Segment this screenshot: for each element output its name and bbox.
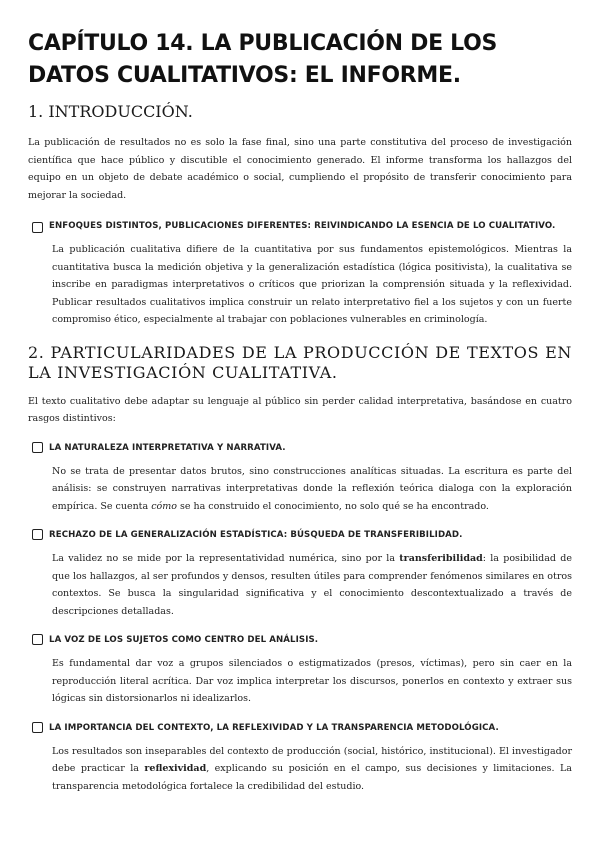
item-transferibilidad — [32, 527, 572, 544]
chapter-title: CAPÍTULO 14. LA PUBLICACIÓN DE LOS DATOS CUALITATIVOS: EL INFORME. — [28, 31, 498, 88]
checkbox-icon[interactable] — [32, 222, 43, 233]
item-label: RECHAZO DE LA GENERALIZACIÓN ESTADÍSTICA: BÚSQUEDA DE TRANSFERIBILIDAD. — [49, 530, 463, 540]
subsection-enfoques — [32, 220, 572, 235]
item-contexto — [32, 720, 572, 737]
item-label: LA NATURALEZA INTERPRETATIVA Y NARRATIVA. — [49, 442, 286, 453]
subsection-enfoques-text: La publicación cualitativa difiere de la cuantitativa por sus fundamentos epistemológicos. Mientras la cuantitativa busca la medición objetiva y la generalización estadística (lógica positivista), la cualitativa se inscribe en paradigmas interpretativos o críticos que priorizan la comprensión situada y la reflexividad. Publicar resultados cualitativos implica construir un relato interpretativo fiel a los sujetos y con un fuerte compromiso ético, especialmente al trabajar con poblaciones vulnerables en criminología. — [52, 244, 572, 325]
checkbox-icon[interactable] — [32, 529, 43, 540]
item-label: LA IMPORTANCIA DEL CONTEXTO, LA REFLEXIVIDAD Y LA TRANSPARENCIA METODOLÓGICA. — [49, 722, 499, 733]
item-transferibilidad-text: La validez no se mide por la representatividad numérica, sino por la transferibilidad: la posibilidad de que los hallazgos, al ser profundos y densos, resulten útiles para comprender fenómenos similares en otros contextos. Se busca la singularidad significativa y el conocimiento descontextualizado a través de descripciones detalladas. — [52, 553, 572, 617]
section-2-intro: El texto cualitativo debe adaptar su lenguaje al público sin perder calidad interpretativa, basándose en cuatro rasgos distintivos: — [28, 395, 572, 424]
subsection-label: ENFOQUES DISTINTOS, PUBLICACIONES DIFERENTES: REIVINDICANDO LA ESENCIA DE LO CUALITATIVO. — [49, 221, 556, 231]
item-label: LA VOZ DE LOS SUJETOS COMO CENTRO DEL ANÁLISIS. — [49, 635, 319, 645]
item-interpretativa — [32, 440, 572, 457]
item-contexto-text: Los resultados son inseparables del contexto de producción (social, histórico, institucional). El investigador debe practicar la reflexividad, explicando su posición en el campo, sus decisiones y limitaciones. La transparencia metodológica fortalece la credibilidad del estudio. — [52, 745, 572, 792]
item-voz-sujetos-text: Es fundamental dar voz a grupos silenciados o estigmatizados (presos, víctimas), pero sin caer en la reproducción literal acrítica. Dar voz implica interpretar los discursos, ponerlos en contexto y extraer sus lógicas sin distorsionarlos ni idealizarlos. — [52, 658, 572, 704]
section-2-heading: 2. PARTICULARIDADES DE LA PRODUCCIÓN DE TEXTOS EN LA INVESTIGACIÓN CUALITATIVA. — [28, 342, 572, 382]
item-voz-sujetos — [32, 632, 572, 649]
checkbox-icon[interactable] — [32, 442, 43, 453]
section-1-intro: La publicación de resultados no es solo la fase final, sino una parte constitutiva del proceso de investigación científica que hace público y discutible el conocimiento generado. El informe transforma los hallazgos del equipo en un objeto de debate académico o social, cumpliendo el propósito de transferir conocimiento para mejorar la sociedad. — [28, 137, 572, 201]
checkbox-icon[interactable] — [32, 722, 43, 733]
checkbox-icon[interactable] — [32, 634, 43, 645]
item-interpretativa-text: No se trata de presentar datos brutos, sino construcciones analíticas situadas. La escritura es parte del análisis: se construyen narrativas interpretativas donde la reflexión teórica dialoga con la exploración empírica. Se cuenta cómo se ha construido el conocimiento, no solo qué se ha encontrado. — [52, 465, 572, 512]
section-1-heading: 1. INTRODUCCIÓN. — [28, 102, 193, 121]
